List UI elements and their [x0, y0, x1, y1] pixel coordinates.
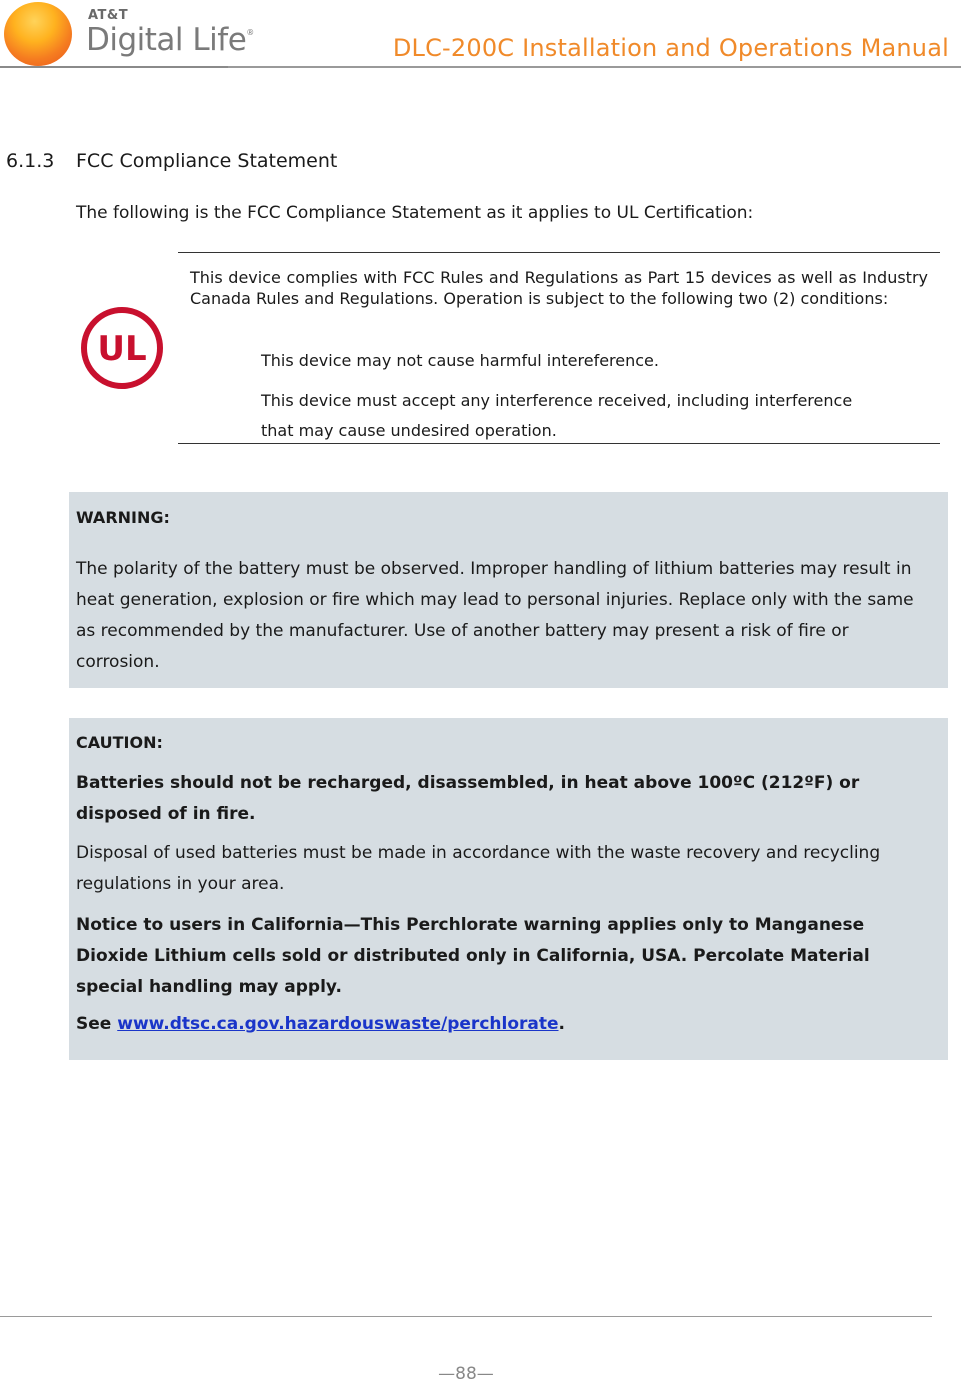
- footer-divider: [0, 1316, 932, 1317]
- header-divider-right: [228, 66, 961, 68]
- fcc-paragraph: This device complies with FCC Rules and Regulations as Part 15 devices as well as Industry Canada Rules and Regulations. Operation is subject to the following two (2) conditions:: [190, 268, 928, 308]
- perchlorate-link[interactable]: www.dtsc.ca.gov.hazardouswaste/perchlorate: [117, 1014, 559, 1034]
- fcc-condition-1: This device may not cause harmful intereference.: [261, 351, 659, 370]
- document-title: DLC-200C Installation and Operations Manual: [392, 34, 949, 62]
- logo-brand-name: Digital Life: [86, 22, 247, 58]
- see-prefix: See: [76, 1014, 118, 1034]
- see-suffix: .: [558, 1014, 565, 1034]
- fcc-statement: [178, 252, 940, 444]
- logo-brand-att: AT&T: [88, 8, 129, 23]
- caution-bold-text: Batteries should not be recharged, disassembled, in heat above 100ºC (212ºF) or disposed of in fire.: [76, 773, 860, 824]
- section-intro: The following is the FCC Compliance Statement as it applies to UL Certification:: [76, 203, 754, 223]
- logo-brand-digital-life: [86, 22, 254, 58]
- att-globe-logo-icon: [4, 2, 72, 66]
- california-notice: Notice to users in California—This Perchlorate warning applies only to Manganese Dioxide Lithium cells sold or distributed only in California, USA. Percolate Material special handling may apply.: [76, 915, 870, 997]
- section-number: 6.1.3: [6, 150, 55, 172]
- caution-label: CAUTION:: [76, 733, 163, 752]
- warning-notice: [69, 492, 948, 688]
- warning-label: WARNING:: [76, 508, 170, 527]
- ul-logo-text: UL: [97, 329, 147, 369]
- see-reference: [76, 1014, 565, 1034]
- fcc-condition-2: This device must accept any interference received, including interference that may cause undesired operation.: [261, 391, 853, 440]
- section-heading: [6, 150, 337, 172]
- ul-certification-icon: [80, 306, 164, 390]
- section-title: FCC Compliance Statement: [76, 150, 338, 172]
- header-divider-left: [0, 66, 228, 68]
- page-number: —88—: [438, 1364, 494, 1384]
- registered-mark: ®: [246, 28, 254, 37]
- caution-disposal-text: Disposal of used batteries must be made in accordance with the waste recovery and recycling regulations in your area.: [76, 843, 881, 894]
- caution-notice: [69, 718, 948, 1060]
- page-header: [0, 0, 961, 72]
- warning-text: The polarity of the battery must be observed. Improper handling of lithium batteries may result in heat generation, explosion or fire which may lead to personal injuries. Replace only with the same as recommended by the manufacturer. Use of another battery may present a risk of fire or corrosion.: [76, 559, 914, 672]
